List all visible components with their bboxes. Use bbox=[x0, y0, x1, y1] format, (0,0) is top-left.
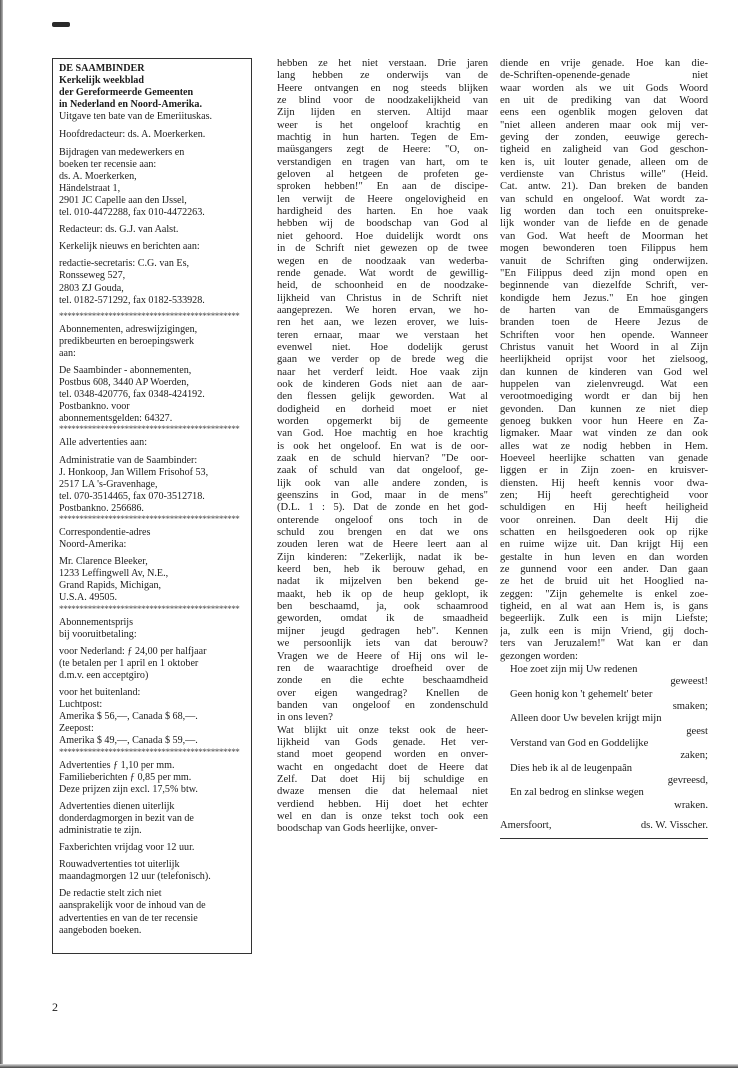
separator: ******************************************** bbox=[59, 425, 240, 435]
psalm-line: geest bbox=[686, 725, 708, 737]
text-line: ze blind voor de noodzakelijkheid van bbox=[277, 95, 488, 107]
psalm-line: Dies heb ik al de leugenpaân bbox=[510, 762, 633, 774]
text-line: begeerlijk. Zulk een is mijn Liefste; bbox=[500, 613, 708, 625]
masthead-subtitle: Uitgave ten bate van de Emeriituskas. bbox=[59, 111, 213, 123]
text-line: beginnende van diezelfde Schrift, ver- bbox=[500, 280, 708, 292]
price-netherlands-line: voor Nederland: ƒ 24,00 per halfjaar bbox=[59, 645, 207, 657]
psalm-line: zaken; bbox=[680, 750, 708, 762]
text-line: zeggen: "Zijn gehemelte is enkel zoe- bbox=[500, 588, 708, 600]
text-line: heid, de schoonheid en de noodzake- bbox=[277, 280, 488, 292]
price-abroad-line: voor het buitenland: bbox=[59, 687, 141, 699]
ad-rates bbox=[59, 760, 246, 796]
north-america-address bbox=[59, 556, 246, 604]
separator: ******************************************** bbox=[59, 747, 240, 757]
masthead-line: DE SAAMBINDER bbox=[59, 63, 145, 74]
text-line: branden toen de Heere Jezus de bbox=[500, 317, 708, 329]
text-line: hardigheid des harten. En hoe vaak bbox=[277, 206, 488, 218]
psalm-line: smaken; bbox=[672, 700, 708, 712]
text-line: van God. Wat heeft de Moorman het bbox=[500, 230, 708, 242]
subscriptions-heading bbox=[59, 324, 246, 360]
text-line: machtig in hun harten. Tegen de Em- bbox=[277, 132, 488, 144]
subscriptions-address-line: Postbankno. voor bbox=[59, 401, 130, 413]
text-line: zaak en de schuld hiervan? "De oor- bbox=[277, 453, 488, 464]
text-line: geenszins in God, maar in de mens" bbox=[277, 490, 488, 502]
contributions-line: Bijdragen van medewerkers en bbox=[59, 146, 185, 158]
ads-address-line: tel. 070-3514465, fax 070-3512718. bbox=[59, 490, 205, 502]
disclaimer-line: aangeboden boeken. bbox=[59, 924, 142, 936]
ads-address-line: 2517 LA 's-Gravenhage, bbox=[59, 478, 158, 490]
text-line: stand moet geopend worden en onver- bbox=[277, 749, 488, 761]
text-line: ken is, uit louter genade, alleen om de bbox=[500, 156, 708, 168]
text-line: dan kunnen de kinderen van God wel bbox=[500, 366, 708, 378]
text-line: wegen en de noodzaak van wederba- bbox=[277, 255, 488, 267]
contributions-block bbox=[59, 147, 246, 220]
text-line: onterende ongeloof ons toch in de bbox=[277, 514, 488, 526]
text-line: maakt, heb ik op de heup geklopt, ik bbox=[277, 588, 488, 600]
text-line: in de Schrift niet gewezen op de twee bbox=[277, 243, 488, 255]
text-line: liggen er in Zijn zoen- en kruisver- bbox=[500, 465, 708, 477]
subscriptions-line: predikbeurten en beroepingswerk bbox=[59, 335, 195, 347]
north-america-address-line: U.S.A. 49505. bbox=[59, 592, 118, 604]
article-column-right bbox=[500, 58, 708, 839]
text-line: lig worden dan toch een onuitspreke- bbox=[500, 206, 708, 218]
ads-address-line: Administratie van de Saambinder: bbox=[59, 454, 198, 466]
text-line: huppelen van zielenvreugd. Wat een bbox=[500, 378, 708, 390]
editor-in-chief: Hoofdredacteur: ds. A. Moerkerken. bbox=[59, 129, 206, 141]
text-line: waar worden als we uit Gods Woord bbox=[500, 82, 708, 94]
article-end-rule bbox=[500, 838, 708, 839]
psalm-line: Geen honig kon 't gehemelt' beter bbox=[510, 688, 653, 700]
separator: ******************************************** bbox=[59, 311, 240, 321]
north-america-line: Noord-Amerika: bbox=[59, 539, 127, 551]
text-line: lijk wonder van de liefde en de genade bbox=[500, 218, 708, 230]
price-abroad-line: Luchtpost: bbox=[59, 699, 103, 711]
ad-deadline-line: donderdagmorgen in bezit van de bbox=[59, 812, 194, 824]
text-line: len verwijt de Heere ongelovigheid en bbox=[277, 193, 488, 205]
text-line: schuld zou brengen en dat we ons bbox=[277, 527, 488, 539]
price-abroad-line: Amerika $ 49,—, Canada $ 59,—. bbox=[59, 735, 198, 747]
ad-rates-line: Familieberichten ƒ 0,85 per mm. bbox=[59, 771, 192, 783]
text-line: schatten en heilsgoederen ook op rijke bbox=[500, 527, 708, 539]
text-line: ook de kinderen Gods niet aan de aar- bbox=[277, 378, 488, 390]
text-line: schuldigen en Hij heeft heiligheid bbox=[500, 502, 708, 514]
price-abroad-line: Amerika $ 56,—, Canada $ 68,—. bbox=[59, 711, 198, 723]
text-line: dwaze mensen die dat helemaal niet bbox=[277, 786, 488, 798]
signature-author: ds. W. Visscher. bbox=[640, 819, 708, 831]
text-line: geving der zonden, eeuwige gerech- bbox=[500, 132, 708, 144]
text-line: verstandigen en tragen van hart, om te bbox=[277, 156, 488, 168]
text-line: Zijn lijden en sterven. Altijd maar bbox=[277, 107, 488, 119]
text-line: eens een ogenblik mogen geloven dat bbox=[500, 107, 708, 119]
fax-deadline: Faxberichten vrijdag voor 12 uur. bbox=[59, 842, 195, 854]
price-heading bbox=[59, 617, 246, 641]
article-column-right-text bbox=[500, 58, 708, 663]
ad-deadline-line: administratie te zijn. bbox=[59, 824, 142, 836]
subscriptions-address-line: tel. 0348-420776, fax 0348-424192. bbox=[59, 389, 205, 401]
price-netherlands-line: (te betalen per 1 april en 1 oktober bbox=[59, 657, 199, 669]
text-line: en uit de prediking van dat Woord bbox=[500, 95, 708, 107]
text-line: Schriften voor hen opende. Wanneer bbox=[500, 329, 708, 341]
text-line: keerd ben, heb ik berouw gehad, en bbox=[277, 564, 488, 576]
text-line: boodschap van Gods heerlijke, onver- bbox=[277, 823, 438, 835]
signature-place: Amersfoort, bbox=[500, 819, 552, 831]
text-line: Zelf. Dat doet Hij bij schuldige en bbox=[277, 773, 488, 785]
editor: Redacteur: ds. G.J. van Aalst. bbox=[59, 224, 179, 236]
masthead-line: der Gereformeerde Gemeenten bbox=[59, 87, 194, 99]
text-line: Hoeveel heerlijke schatten van genade bbox=[500, 453, 708, 464]
price-heading-line: Abonnementsprijs bbox=[59, 616, 134, 628]
text-line: Cat. antw. 21). Dan breken de banden bbox=[500, 181, 708, 193]
text-line: hebben ze het niet verstaan. Drie jaren bbox=[277, 58, 488, 69]
text-line: wel en dan is onze tekst toch ook een bbox=[277, 810, 488, 822]
church-news-line: redactie-secretaris: C.G. van Es, bbox=[59, 258, 190, 270]
disclaimer bbox=[59, 888, 246, 936]
text-line: ters van Jeruzalem!" Wat kan er dan bbox=[500, 638, 708, 650]
text-line: maüsgangers zegt de Heere: "O, on- bbox=[277, 144, 488, 156]
text-line: "niet alleen anderen maar ook mij ver- bbox=[500, 119, 708, 131]
text-line: van schuld en ongeloof. Wat wordt za- bbox=[500, 193, 708, 205]
psalm-line: Alleen door Uw bevelen krijgt mijn bbox=[510, 713, 662, 725]
subscriptions-line: Abonnementen, adreswijzigingen, bbox=[59, 323, 198, 335]
text-line: dodigheid en dorheid moet er niet bbox=[277, 403, 488, 415]
mourning-deadline-line: Rouwadvertenties tot uiterlijk bbox=[59, 859, 180, 871]
text-line: diensten. Hij heeft kennis voor dwa- bbox=[500, 477, 708, 489]
text-line: tigheid, en al wat aan Hem is, is gans bbox=[500, 601, 708, 613]
text-line: zonde en die echte beschaamdheid bbox=[277, 675, 488, 687]
text-line: worden opgemerkt bij de gemeente bbox=[277, 415, 488, 427]
text-line: de harten van de Emmaüsgangers bbox=[500, 304, 708, 316]
text-line: verdiend hebben. Hij doet het echter bbox=[277, 798, 488, 810]
psalm-line: Hoe zoet zijn mij Uw redenen bbox=[510, 663, 638, 675]
text-line: lijkheid van Christus in de Schrift niet bbox=[277, 292, 488, 304]
psalm-line: En zal bedrog en slinkse wegen bbox=[510, 787, 644, 799]
church-news-line: 2803 ZJ Gouda, bbox=[59, 282, 124, 294]
text-line: nadat ik mijzelven ben bekend ge- bbox=[277, 576, 488, 588]
text-line: diende en vrije genade. Hoe kan die- bbox=[500, 58, 708, 69]
text-line: is ook het ongeloof. En wat is de oor- bbox=[277, 440, 488, 452]
text-line: van God. Hoe machtig en hoe krachtig bbox=[277, 428, 488, 440]
mourning-deadline bbox=[59, 859, 246, 883]
text-line: kondigde hem Jezus." En hoe gingen bbox=[500, 292, 708, 304]
masthead bbox=[59, 63, 246, 111]
text-line: gevonden. Dan kunnen ze niet diep bbox=[500, 403, 708, 415]
text-line: ze gunnend voor een ander. Dan gaan bbox=[500, 564, 708, 576]
north-america-address-line: Mr. Clarence Bleeker, bbox=[59, 556, 148, 568]
church-news-line: Kerkelijk nieuws en berichten aan: bbox=[59, 241, 200, 253]
text-line: Christus vanuit het Woord in al Zijn bbox=[500, 341, 708, 353]
text-line: verootmoediging wordt er dan bij hen bbox=[500, 391, 708, 403]
text-line: gestalte in hun leven en dan worden bbox=[500, 551, 708, 563]
price-netherlands bbox=[59, 646, 246, 682]
ads-heading: Alle advertenties aan: bbox=[59, 437, 147, 449]
church-news-line: Ronsseweg 527, bbox=[59, 270, 126, 282]
contributions-line: boeken ter recensie aan: bbox=[59, 158, 157, 170]
scan-edge bbox=[0, 0, 3, 1068]
ads-address-line: Postbankno. 256686. bbox=[59, 502, 144, 514]
contributions-line: Händelstraat 1, bbox=[59, 182, 121, 194]
price-netherlands-line: d.m.v. een acceptgiro) bbox=[59, 669, 149, 681]
text-line: vanuit de Schriften ging onderwijzen. bbox=[500, 255, 708, 267]
ads-address-line: J. Honkoop, Jan Willem Frisohof 53, bbox=[59, 466, 209, 478]
north-america-address-line: 1233 Leffingwell Av, N.E., bbox=[59, 568, 169, 580]
masthead-line: in Nederland en Noord-Amerika. bbox=[59, 99, 202, 111]
text-line: aangeprezen. We horen ervan, we ho- bbox=[277, 304, 488, 316]
price-abroad bbox=[59, 687, 246, 747]
disclaimer-line: De redactie stelt zich niet bbox=[59, 888, 162, 900]
text-line: wacht en ongedacht doet de Heere dat bbox=[277, 761, 488, 773]
church-news-line: tel. 0182-571292, fax 0182-533928. bbox=[59, 294, 205, 306]
text-line: ligmaker. Maar wat vinden ze dan ook bbox=[500, 428, 708, 440]
text-line: de-Schriften-openende-genade niet bbox=[500, 70, 708, 82]
quoted-psalm bbox=[500, 664, 708, 812]
ad-rates-line: Deze prijzen zijn excl. 17,5% btw. bbox=[59, 783, 198, 795]
scan-artifact bbox=[52, 22, 70, 27]
scan-edge-bottom bbox=[0, 1064, 738, 1068]
text-line: Zijn kinderen: "Zekerlijk, nadat ik be- bbox=[277, 551, 488, 563]
text-line: tigheid en zaligheid van God geschon- bbox=[500, 144, 708, 156]
disclaimer-line: aansprakelijk voor de inhoud van de bbox=[59, 900, 206, 912]
text-line: mogen bewonderen toen Filippus hem bbox=[500, 243, 708, 255]
text-line: gaan we verder op de brede weg die bbox=[277, 354, 488, 366]
text-line: niet gehoord. Hoe duidelijk wordt ons bbox=[277, 230, 488, 242]
text-line: geloven al hetgeen de profeten ge- bbox=[277, 169, 488, 181]
text-line: lijk ook van alle andere zonden, is bbox=[277, 477, 488, 489]
text-line: mijner jeugd gedragen heb". Kennen bbox=[277, 625, 488, 637]
separator: ******************************************** bbox=[59, 515, 240, 524]
text-line: in ons leven? bbox=[277, 712, 333, 724]
text-line: hebben wij de boodschap van God al bbox=[277, 218, 488, 230]
text-line: ren het aan, we lezen erover, we luis- bbox=[277, 317, 488, 329]
text-line: lang hebben ze onderwijs van de bbox=[277, 70, 488, 82]
psalm-line: Verstand van God en Goddelijke bbox=[510, 737, 649, 749]
text-line: gezongen worden: bbox=[500, 650, 578, 662]
text-line: ren de waarachtige droefheid over de bbox=[277, 662, 488, 674]
psalm-line: wraken. bbox=[674, 799, 708, 811]
text-line: zouden leren wat de Heere leert aan al bbox=[277, 539, 488, 551]
text-line: over eigen wangedrag? Knellen de bbox=[277, 687, 488, 699]
text-line: lijkheid van Gods genade. Het ver- bbox=[277, 736, 488, 748]
text-line: Vragen we de Heere of Hij ons wil le- bbox=[277, 650, 488, 662]
church-news-block bbox=[59, 241, 246, 306]
masthead-line: Kerkelijk weekblad bbox=[59, 75, 144, 87]
text-line: rende genade. Wat wordt de gewillig- bbox=[277, 267, 488, 279]
north-america-heading bbox=[59, 527, 246, 551]
north-america-address-line: Grand Rapids, Michigan, bbox=[59, 580, 162, 592]
ad-deadline-line: Advertenties dienen uiterlijk bbox=[59, 800, 175, 812]
signature bbox=[500, 820, 708, 832]
text-line: verdienste van Christus wille" (Heid. bbox=[500, 169, 708, 181]
psalm-line: geweest! bbox=[670, 676, 708, 688]
disclaimer-line: advertenties en van de ter recensie bbox=[59, 912, 198, 924]
subscriptions-line: aan: bbox=[59, 347, 76, 359]
ad-rates-line: Advertenties ƒ 1,10 per mm. bbox=[59, 759, 175, 771]
text-line: heerlijkheid oprijst voor het zielsoog, bbox=[500, 354, 708, 366]
article-column-middle bbox=[277, 58, 488, 836]
text-line: we persoonlijk iets van dat berouw? bbox=[277, 638, 488, 650]
text-line: ben beschaamd, ja, ook schaamrood bbox=[277, 601, 488, 613]
text-line: genoeg bukken voor hun Heere en Za- bbox=[500, 415, 708, 427]
text-line: en ruime wijze uit. Dan krijgt Hij een bbox=[500, 539, 708, 551]
contributions-line: ds. A. Moerkerken, bbox=[59, 170, 137, 182]
text-line: alles wat ze nodig hebben in Hem. bbox=[500, 440, 708, 452]
ad-deadline bbox=[59, 801, 246, 837]
colophon-box bbox=[52, 58, 252, 954]
mourning-deadline-line: maandagmorgen 12 uur (telefonisch). bbox=[59, 871, 211, 883]
text-line: naar het verderf leidt. Hoe vaak zijn bbox=[277, 366, 488, 378]
subscriptions-address bbox=[59, 365, 246, 425]
text-line: geworden, omdat ik de smaadheid bbox=[277, 613, 488, 625]
text-line: ja, zulk een is mijn Vriend, gij doch- bbox=[500, 625, 708, 637]
text-line: zen; Hij heeft gerechtigheid voor bbox=[500, 490, 708, 502]
text-line: (D.L. 1 : 5). Dat de zonde en het god- bbox=[277, 502, 488, 514]
text-line: evenwel niet. Hoe dodelijk gerust bbox=[277, 341, 488, 353]
subscriptions-address-line: Postbus 608, 3440 AP Woerden, bbox=[59, 377, 189, 389]
psalm-line: gevreesd, bbox=[667, 774, 708, 786]
text-line: weer is het ongeloof krachtig en bbox=[277, 119, 488, 131]
text-line: Wat blijkt uit onze tekst ook de heer- bbox=[277, 724, 488, 736]
text-line: ze het de bruid uit het Hooglied na- bbox=[500, 576, 708, 588]
text-line: teren ernaar, maar we verstaan het bbox=[277, 329, 488, 341]
price-heading-line: bij vooruitbetaling: bbox=[59, 628, 137, 640]
contributions-line: 2901 JC Capelle aan den IJssel, bbox=[59, 194, 187, 206]
text-line: den flessen gelijk geworden. Wat al bbox=[277, 391, 488, 403]
subscriptions-address-line: De Saambinder - abonnementen, bbox=[59, 364, 192, 376]
text-line: "En Filippus deed zijn mond open en bbox=[500, 267, 708, 279]
page-number: 2 bbox=[52, 1000, 58, 1014]
text-line: zaak of schuld van dat ongeloof, ge- bbox=[277, 465, 488, 477]
text-line: banden van ongeloof en zondenschuld bbox=[277, 699, 488, 711]
price-abroad-line: Zeepost: bbox=[59, 723, 94, 735]
separator: ******************************************** bbox=[59, 604, 240, 614]
subscriptions-address-line: abonnementsgelden: 64327. bbox=[59, 413, 173, 425]
north-america-line: Correspondentie-adres bbox=[59, 527, 151, 538]
text-line: sproken hebben!" En aan de discipe- bbox=[277, 181, 488, 193]
text-line: voor onreinen. Dan deelt Hij die bbox=[500, 514, 708, 526]
contributions-line: tel. 010-4472288, fax 010-4472263. bbox=[59, 207, 205, 219]
ads-address bbox=[59, 455, 246, 515]
text-line: Heere ontvangen en nog steeds blijken bbox=[277, 82, 488, 94]
